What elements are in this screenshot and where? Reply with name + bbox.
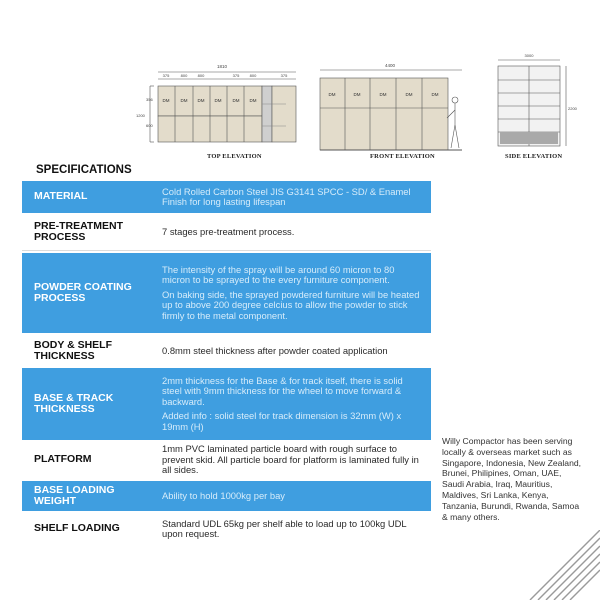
spec-value	[154, 253, 431, 333]
elevation-drawings	[0, 0, 600, 165]
panel-mark: DM	[180, 98, 188, 103]
front-elevation-drawing	[320, 70, 462, 150]
spec-label: BASE LOADING WEIGHT	[34, 483, 115, 507]
spec-value	[154, 216, 431, 248]
panel-mark: DM	[328, 92, 336, 97]
spec-value	[154, 514, 431, 544]
spec-paragraph: The intensity of the spray will be around 60 micron to 80 micron to be sprayed to the every furniture component.	[162, 263, 395, 286]
specifications-title: SPECIFICATIONS	[36, 164, 132, 176]
spec-row-base-loading	[22, 481, 431, 511]
spec-row-shelf-loading	[22, 514, 431, 544]
spec-paragraph: Standard UDL 65kg per shelf able to load up to 100kg UDL upon request.	[162, 517, 407, 539]
panel-mark: DM	[431, 92, 439, 97]
spec-paragraph: Cold Rolled Carbon Steel JIS G3141 SPCC - SD/ & Enamel Finish for long lasting lifespan	[162, 185, 411, 207]
top-bay-dim: 800	[197, 73, 205, 78]
panel-mark: DM	[197, 98, 205, 103]
top-bay-dim: 375	[280, 73, 288, 78]
panel-mark: DM	[214, 98, 222, 103]
top-side-dim: 356	[146, 97, 153, 102]
spec-label: MATERIAL	[34, 190, 88, 203]
top-bay-dim: 800	[249, 73, 257, 78]
front-overall-dim: 4400	[384, 63, 396, 68]
row-divider	[22, 250, 431, 251]
panel-mark: DM	[353, 92, 361, 97]
top-elevation-drawing	[150, 72, 296, 142]
spec-value	[154, 368, 431, 440]
spec-value	[154, 481, 431, 511]
spec-label: BASE & TRACK THICKNESS	[34, 391, 114, 415]
top-bay-dim: 375	[162, 73, 170, 78]
spec-label: PLATFORM	[34, 453, 92, 466]
spec-row-base-track	[22, 368, 431, 440]
decorative-corner-stripes	[520, 530, 600, 600]
panel-mark: DM	[405, 92, 413, 97]
spec-paragraph: Added info : solid steel for track dimension is 32mm (W) x 19mm (H)	[162, 410, 402, 432]
spec-label: SHELF LOADING	[34, 522, 120, 535]
spec-paragraph: 0.8mm steel thickness after powder coated application	[162, 344, 388, 356]
spec-paragraph: 2mm thickness for the Base & for track itself, there is solid steel with 9mm thickness for the wheel to move forward & backward.	[162, 374, 403, 407]
panel-mark: DM	[232, 98, 240, 103]
spec-row-platform	[22, 442, 431, 478]
top-elevation-label: TOP ELEVATION	[207, 153, 262, 160]
spec-label: POWDER COATING PROCESS	[34, 280, 132, 304]
side-height-dim: 2200	[568, 106, 577, 111]
spec-row-pre-treatment	[22, 216, 431, 248]
spec-row-powder-coating	[22, 253, 431, 333]
panel-mark: DM	[249, 98, 257, 103]
panel-mark: DM	[162, 98, 170, 103]
panel-mark: DM	[379, 92, 387, 97]
spec-paragraph: Ability to hold 1000kg per bay	[162, 489, 285, 501]
technical-drawings	[0, 0, 600, 165]
spec-value	[154, 181, 431, 213]
spec-paragraph: 1mm PVC laminated particle board with rough surface to prevent skid. All particle board for platform is laminated fully in all sides.	[162, 443, 419, 476]
spec-value	[154, 442, 431, 478]
spec-row-body-shelf	[22, 336, 431, 366]
side-elevation-label: SIDE ELEVATION	[505, 153, 563, 160]
spec-paragraph: 7 stages pre-treatment process.	[162, 225, 295, 237]
market-coverage-note: Willy Compactor has been serving locally & overseas market such as Singapore, Indonesia, New Zealand, Brunei, Philipines, Oman, UAE, Saudi Arabia, Iraq, Mauritius, Maldives, Sri Lanka, Kenya, Tanzania, Burundi, Rwanda, Samoa & many others.	[442, 436, 582, 522]
side-top-dim: 3000	[524, 53, 534, 58]
side-elevation-drawing	[498, 60, 566, 146]
spec-label: PRE-TREATMENT PROCESS	[34, 219, 124, 243]
spec-row-material	[22, 181, 431, 213]
spec-label: BODY & SHELF THICKNESS	[34, 338, 112, 362]
top-side-dim: 600	[146, 123, 153, 128]
top-height-dim: 1200	[136, 113, 145, 118]
spec-paragraph: On baking side, the sprayed powdered furniture will be heated up to above 200 degree celcius to allow the powder to stick firmly to the metal component.	[162, 288, 420, 321]
front-elevation-label: FRONT ELEVATION	[370, 153, 435, 160]
top-bay-dim: 800	[180, 73, 188, 78]
top-bay-dim: 375	[232, 73, 240, 78]
top-overall-dim: 1810	[216, 64, 228, 69]
spec-value	[154, 336, 431, 366]
